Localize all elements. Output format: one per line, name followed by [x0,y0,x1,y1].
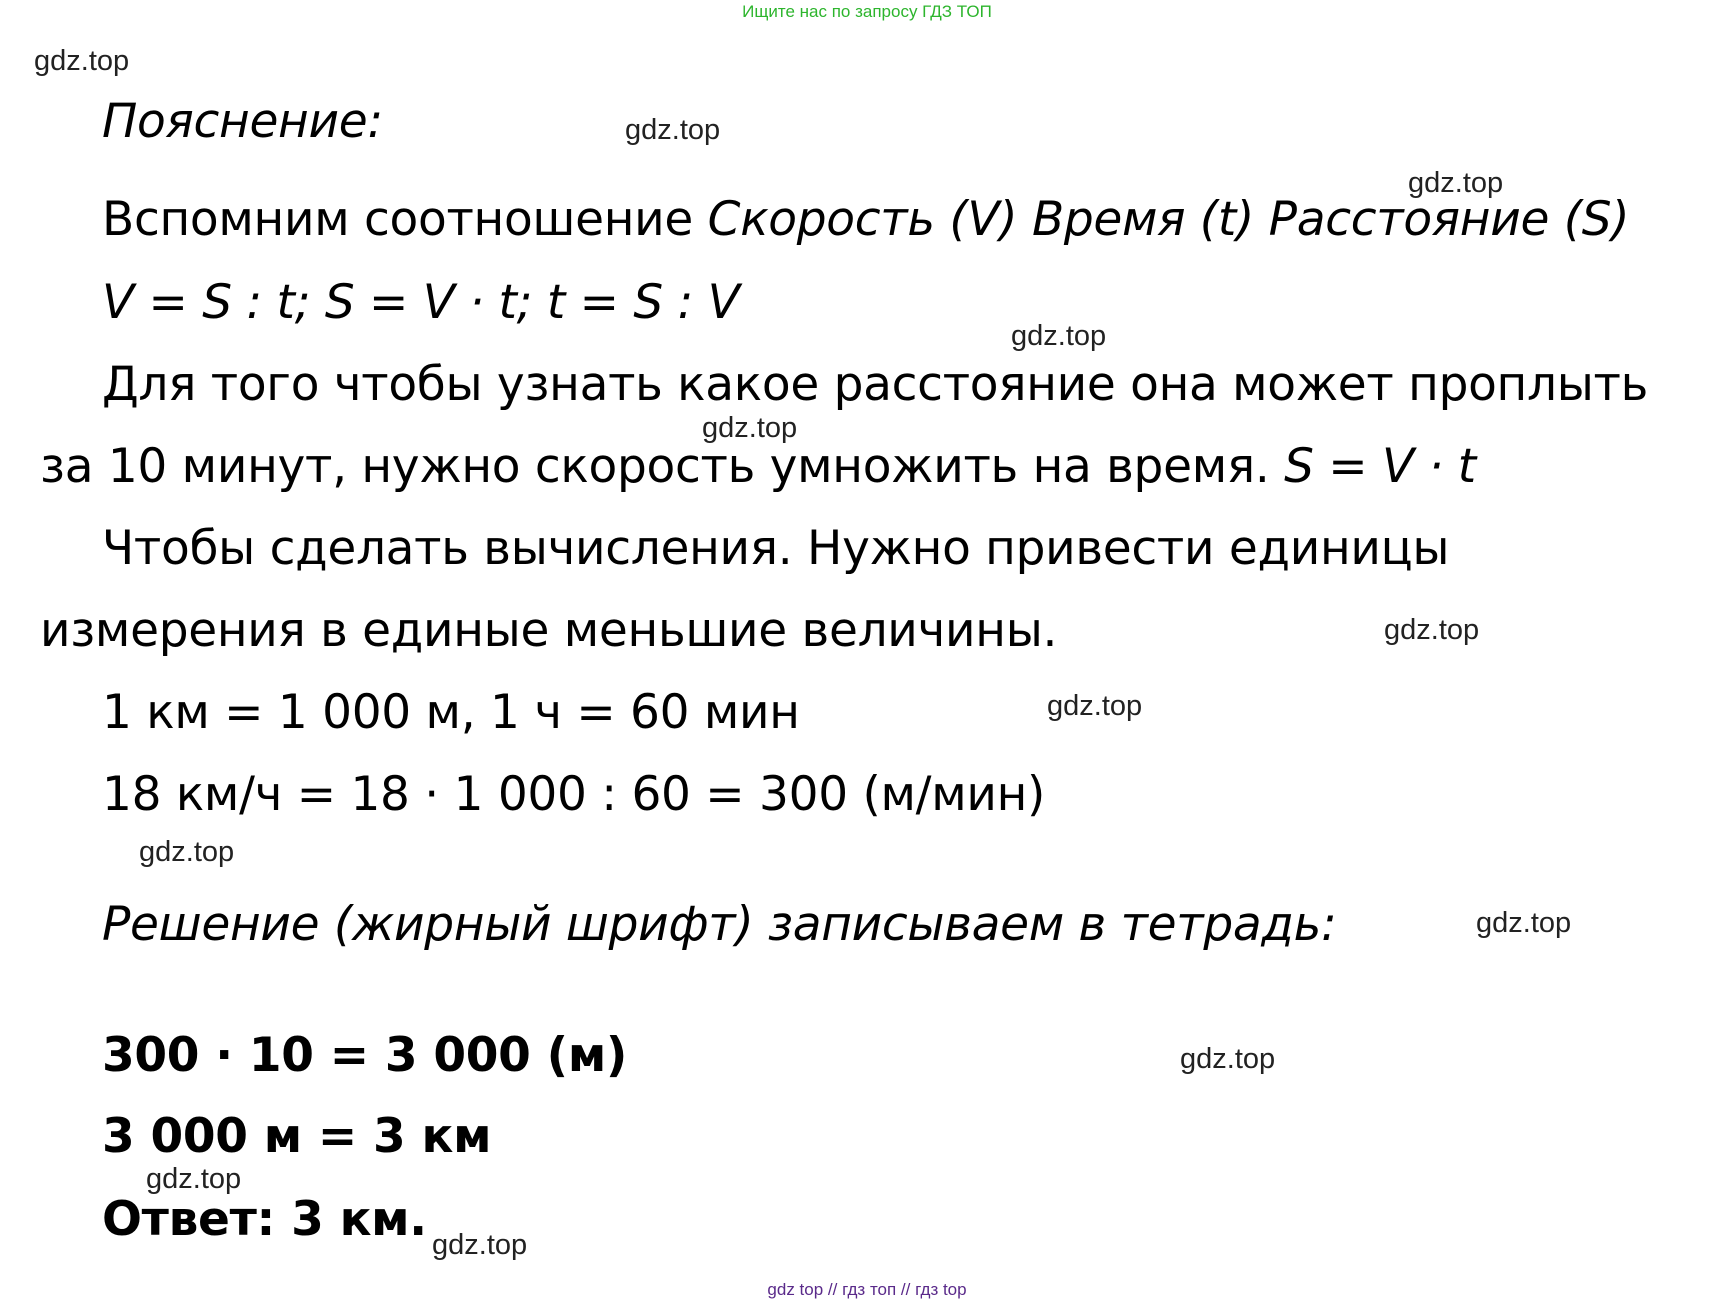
relation-prefix: Вспомним соотношение [102,192,708,247]
text-line-5: Чтобы сделать вычисления. Нужно привести единицы [102,521,1450,576]
watermark: gdz.top [1408,167,1504,199]
solution-step-1: 300 · 10 = 3 000 (м) [102,1028,628,1083]
watermark: gdz.top [34,45,130,77]
units-line: 1 км = 1 000 м, 1 ч = 60 мин [102,685,800,740]
solution-heading: Решение (жирный шрифт) записываем в тетрадь: [102,897,1337,952]
text-line-6: измерения в единые меньшие величины. [40,603,1058,658]
top-banner: Ищите нас по запросу ГДЗ ТОП [742,2,992,21]
text-line-4 [40,439,1476,494]
watermark: gdz.top [1476,907,1572,939]
watermark: gdz.top [1384,614,1480,646]
distance-formula: S = V · t [1284,439,1476,494]
watermark: gdz.top [1011,320,1107,352]
relation-quantities: Скорость (V) Время (t) Расстояние (S) [707,192,1630,247]
watermark: gdz.top [432,1229,528,1261]
watermark: gdz.top [702,412,798,444]
solution-step-2: 3 000 м = 3 км [102,1109,492,1164]
watermark: gdz.top [146,1163,242,1195]
conversion-line: 18 км/ч = 18 · 1 000 : 60 = 300 (м/мин) [102,767,1046,822]
watermark: gdz.top [1180,1043,1276,1075]
answer-line: Ответ: 3 км. [102,1192,427,1247]
explanation-heading: Пояснение: [102,94,383,149]
watermark: gdz.top [1047,690,1143,722]
watermark: gdz.top [625,114,721,146]
text-line-4-text: за 10 минут, нужно скорость умножить на время. [40,439,1285,494]
formulas-line: V = S : t; S = V · t; t = S : V [102,275,740,330]
relation-line [102,192,1629,247]
text-line-3: Для того чтобы узнать какое расстояние она может проплыть [102,357,1649,412]
watermark: gdz.top [139,836,235,868]
footer: gdz top // гдз топ // гдз top [767,1280,967,1299]
